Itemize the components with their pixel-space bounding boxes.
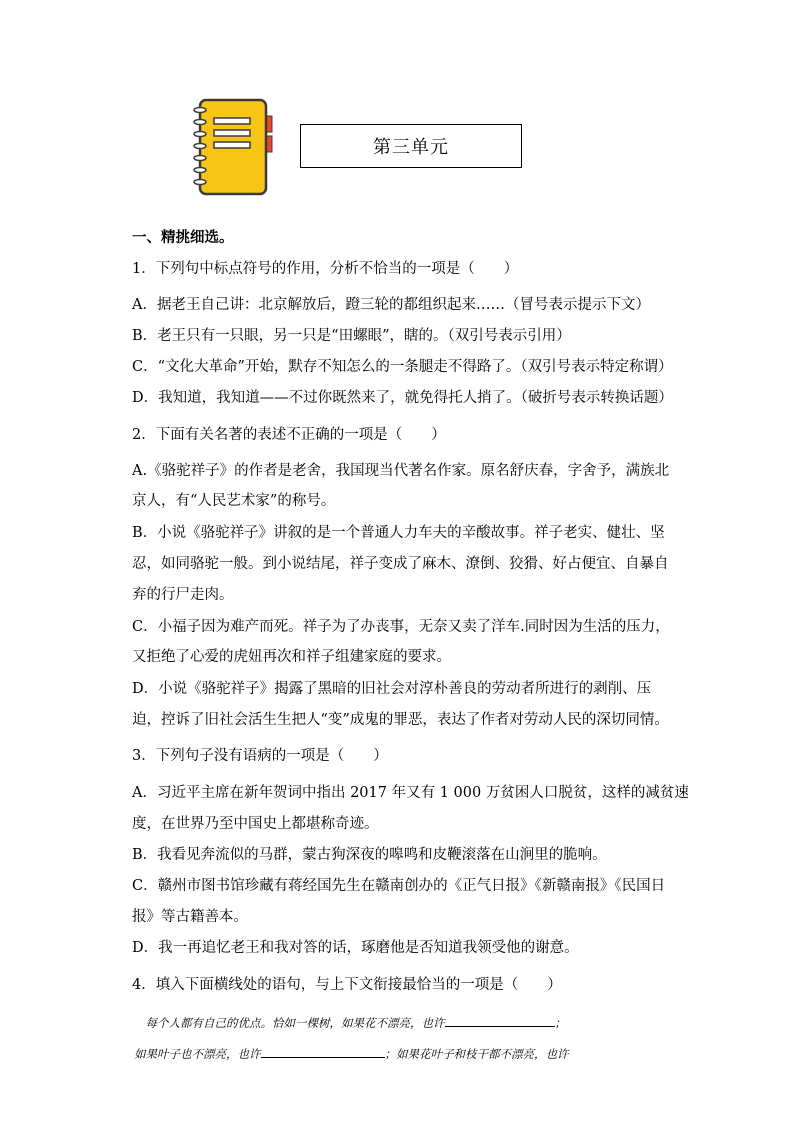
q3-option-a-line2: 度，在世界乃至中国史上都堪称奇迹。 [132, 816, 379, 832]
unit-title [300, 124, 522, 168]
q1-option-d: D．我知道，我知道——不过你既然来了，就免得托人捎了。（破折号表示转换话题） [132, 390, 673, 406]
q2-option-c-line1: C．小福子因为难产而死。祥子为了办丧事，无奈又卖了洋车.同时因为生活的压力， [132, 619, 670, 635]
q2-option-a-line2: 京人，有“人民艺术家”的称号。 [132, 493, 336, 509]
q4-passage-text2: 如果叶子也不漂亮，也许 [134, 1047, 261, 1061]
q1-option-b: B．老王只有一只眼，另一只是“田螺眼”，瞎的。（双引号表示引用） [132, 328, 571, 344]
q3-option-b: B．我看见奔流似的马群，蒙古狗深夜的嗥鸣和皮鞭滚落在山涧里的脆响。 [132, 847, 607, 863]
q2-stem: 2．下面有关名著的表述不正确的一项是（ ） [132, 427, 446, 443]
q2-option-c-line2: 又拒绝了心爱的虎妞再次和祥子组建家庭的要求。 [132, 649, 451, 665]
q3-option-d: D．我一再追忆老王和我对答的话，琢磨他是否知道我领受他的谢意。 [132, 940, 579, 956]
notebook-icon [192, 98, 278, 196]
q4-stem: 4．填入下面横线处的语句，与上下文衔接最恰当的一项是（ ） [132, 977, 562, 993]
q4-passage-line2 [134, 1045, 569, 1062]
q2-option-b-line1: B．小说《骆驼祥子》讲叙的是一个普通人力车夫的辛酸故事。祥子老实、健壮、坚 [132, 525, 665, 541]
q3-option-c-line2: 报》等古籍善本。 [132, 909, 248, 925]
q3-option-a-line1: A．习近平主席在新年贺词中指出 2017 年又有 1 000 万贫困人口脱贫，这样的减贫速 [132, 785, 689, 801]
q2-option-d-line2: 迫，控诉了旧社会活生生把人“变”成鬼的罪恶，表达了作者对劳动人民的深切同情。 [132, 712, 669, 728]
unit-title-text: 第三单元 [373, 137, 449, 158]
q3-stem: 3．下列句子没有语病的一项是（ ） [132, 748, 388, 764]
q1-stem: 1．下列句中标点符号的作用，分析不恰当的一项是（ ） [132, 261, 519, 277]
q2-option-b-line3: 弃的行尸走肉。 [132, 587, 234, 603]
q2-option-a-line1: A.《骆驼祥子》的作者是老舍，我国现当代著名作家。原名舒庆春，字舍予，满族北 [132, 463, 670, 479]
q3-option-c-line1: C．赣州市图书馆珍藏有蒋经国先生在赣南创办的《正气日报》《新赣南报》《民国日 [132, 878, 666, 894]
q1-option-a: A．据老王自己讲：北京解放后，蹬三轮的都组织起来……（冒号表示提示下文） [132, 297, 650, 313]
q4-passage-text1: 每个人都有自己的优点。恰如一棵树，如果花不漂亮，也许 [134, 1016, 445, 1030]
q2-option-d-line1: D．小说《骆驼祥子》揭露了黑暗的旧社会对淳朴善良的劳动者所进行的剥削、压 [132, 681, 652, 697]
answer-blank-1[interactable] [445, 1014, 555, 1027]
q1-option-c: C．“文化大革命”开始，默存不知怎么的一条腿走不得路了。（双引号表示特定称谓） [132, 359, 673, 375]
answer-blank-2[interactable] [261, 1045, 385, 1058]
q4-passage-text3: ；如果花叶子和枝干都不漂亮，也许 [384, 1047, 569, 1061]
q4-passage-sep1: ； [554, 1016, 566, 1030]
q4-passage-line1 [134, 1014, 566, 1031]
section-title: 一、精挑细选。 [132, 229, 234, 246]
q2-option-b-line2: 忍，如同骆驼一般。到小说结尾，祥子变成了麻木、潦倒、狡猾、好占便宜、自暴自 [132, 556, 669, 572]
